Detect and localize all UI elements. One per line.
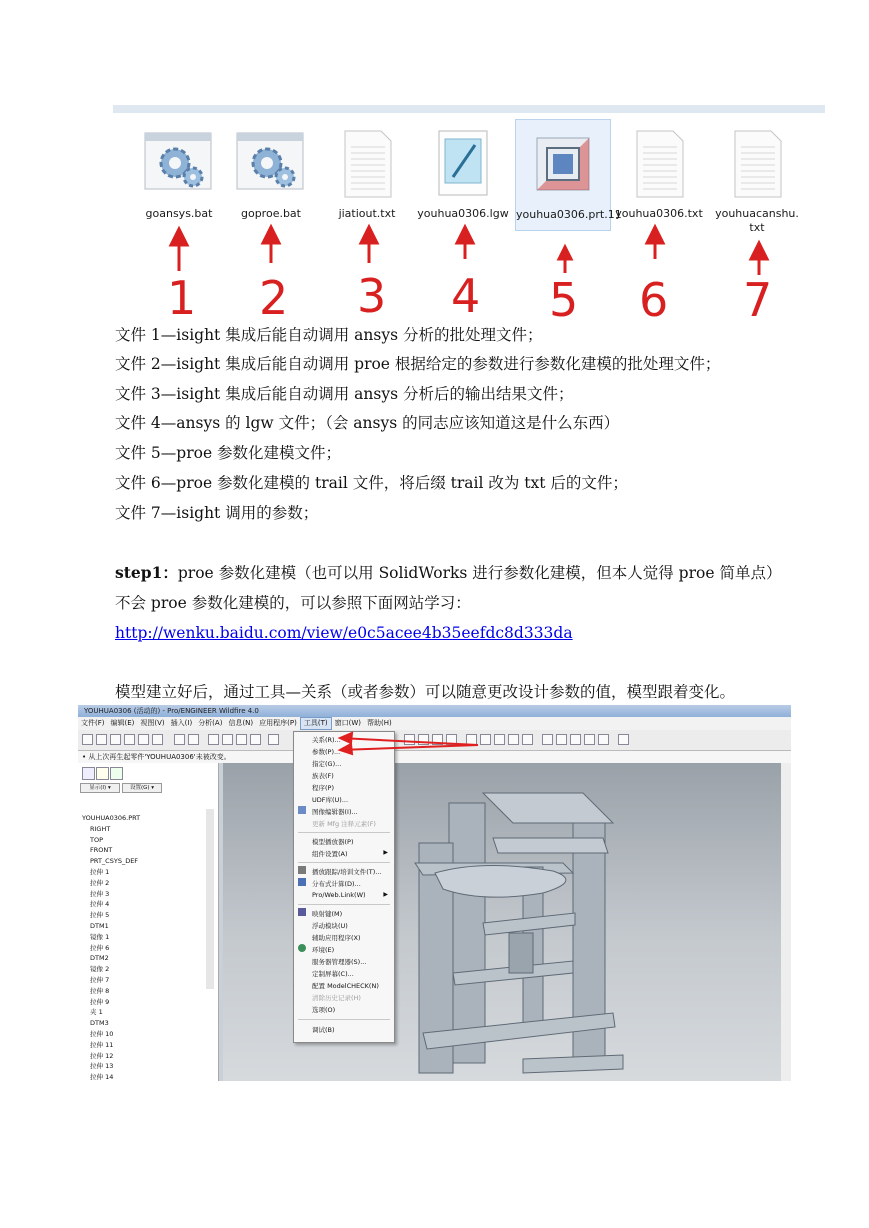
proe-screenshot: [78, 705, 791, 1081]
file-description-2: 文件 2—isight 集成后能自动调用 proe 根据给定的参数进行参数化建模的批处理文件；: [115, 355, 721, 373]
menu-item-parameters[interactable]: 参数(P)...: [312, 748, 341, 756]
tree-item[interactable]: 拉伸 1: [90, 867, 110, 876]
menu-edit[interactable]: 编辑(E): [110, 719, 135, 727]
menu-item-image-editor[interactable]: 图像编辑器(I)...: [312, 808, 358, 816]
menu-window[interactable]: 窗口(W): [334, 719, 361, 727]
tree-item[interactable]: PRT_CSYS_DEF: [90, 857, 139, 866]
step1-label: step1：: [115, 563, 178, 582]
menu-item-mapkeys[interactable]: 映射键(M): [312, 910, 343, 918]
tutorial-link-line: [115, 623, 573, 643]
tree-item[interactable]: FRONT: [90, 846, 113, 855]
message-area: • 从上次再生起零件'YOUHUA0306'未被改变。: [78, 751, 791, 763]
menu-item-relations[interactable]: 关系(R)...: [312, 736, 341, 744]
tree-item[interactable]: 拉伸 13: [90, 1062, 114, 1071]
menu-item-pro-web-link[interactable]: Pro/Web.Link(W): [312, 891, 366, 899]
file-name: youhua0306.txt: [615, 207, 703, 220]
tree-item[interactable]: DTM2: [90, 954, 109, 963]
step1-text: proe 参数化建模（也可以用 SolidWorks 进行参数化建模，但本人觉得 proe 简单点）: [177, 564, 782, 582]
menu-insert[interactable]: 插入(I): [170, 719, 193, 727]
file-description-5: 文件 5—proe 参数化建模文件；: [115, 444, 342, 462]
file-description-3: 文件 3—isight 集成后能自动调用 ansys 分析后的输出结果文件；: [115, 385, 574, 403]
menu-item-assign[interactable]: 指定(G)...: [312, 760, 342, 768]
tree-item[interactable]: 拉伸 3: [90, 889, 110, 898]
submenu-arrow-icon: ▶: [383, 891, 388, 898]
menu-item-udf-library[interactable]: UDF库(U)...: [312, 796, 349, 804]
tree-item[interactable]: DTM1: [90, 921, 109, 930]
file-name: youhuacanshu.txt: [715, 207, 799, 234]
arrow-head-1: [171, 229, 187, 245]
file-description-4: 文件 4—ansys 的 lgw 文件；（会 ansys 的同志应该知道这是什么东西）: [115, 414, 620, 432]
menu-analysis[interactable]: 分析(A): [198, 719, 223, 727]
step1-line2: 不会 proe 参数化建模的，可以参照下面网站学习：: [115, 594, 471, 612]
window-title: YOUHUA0306 (活动的) - Pro/ENGINEER Wildfire 4.0: [78, 705, 791, 717]
arrow-head-parameters: [340, 744, 352, 754]
menu-item-auxiliary-apps[interactable]: 辅助应用程序(X): [312, 934, 361, 942]
menu-item-floating-modules[interactable]: 浮动模块(U): [312, 922, 348, 930]
file-description-6: 文件 6—proe 参数化建模的 trail 文件，将后缀 trail 改为 txt 后的文件；: [115, 474, 628, 492]
menu-item-assembly-settings[interactable]: 组件设置(A): [312, 850, 348, 858]
tree-item[interactable]: TOP: [90, 835, 104, 844]
menu-info[interactable]: 信息(N): [228, 719, 254, 727]
menu-item-clear-history: 清除历史记录(H): [312, 994, 361, 1002]
menu-file[interactable]: 文件(F): [81, 719, 105, 727]
menu-help[interactable]: 帮助(H): [366, 719, 392, 727]
tree-item[interactable]: 拉伸 8: [90, 986, 110, 995]
tree-item[interactable]: 拉伸 11: [90, 1040, 114, 1049]
file-explorer-strip: [113, 105, 825, 327]
file-name: youhua0306.prt.11: [516, 208, 622, 221]
arrow-parameters: [340, 745, 478, 750]
menu-item-play-trail[interactable]: 播放跟踪/培训文件(T)...: [312, 868, 382, 876]
menu-item-program[interactable]: 程序(P): [312, 784, 334, 792]
file-description-7: 文件 7—isight 调用的参数；: [115, 504, 319, 522]
tree-item-root[interactable]: YOUHUA0306.PRT: [82, 814, 141, 822]
settings-dropdown[interactable]: 设置(G) ▾: [122, 783, 162, 793]
menu-item-options[interactable]: 选项(O): [312, 1006, 336, 1014]
tree-item[interactable]: 镜像 1: [90, 932, 110, 941]
tree-item[interactable]: 拉伸 7: [90, 975, 110, 984]
number-label: 4: [451, 269, 481, 323]
step1-line: [115, 563, 781, 583]
menu-item-modelcheck[interactable]: 配置 ModelCHECK(N): [312, 982, 379, 990]
menu-item-environment[interactable]: 环境(E): [312, 946, 335, 954]
tree-item[interactable]: DTM3: [90, 1019, 109, 1028]
number-label: 3: [357, 269, 387, 323]
tree-item[interactable]: 拉伸 12: [90, 1051, 114, 1060]
tutorial-link[interactable]: http://wenku.baidu.com/view/e0c5acee4b35eefdc8d333da: [115, 624, 573, 642]
menu-item-update-mfg: 更新 Mfg 注释元素(F): [312, 820, 376, 828]
after-model-text: 模型建立好后，通过工具—关系（或者参数）可以随意更改设计参数的值，模型跟着变化。: [115, 683, 736, 701]
menu-view[interactable]: 视图(V): [140, 719, 165, 727]
tree-item[interactable]: 拉伸 4: [90, 900, 110, 909]
number-label: 1: [167, 271, 197, 325]
tree-item[interactable]: 镜像 2: [90, 965, 110, 974]
submenu-arrow-icon: ▶: [383, 849, 388, 856]
menu-applications[interactable]: 应用程序(P): [259, 719, 297, 727]
number-label: 5: [549, 273, 579, 327]
menu-item-family-table[interactable]: 族表(F): [312, 772, 334, 780]
arrow-relations: [340, 738, 478, 745]
file-name: jiatiout.txt: [338, 207, 396, 220]
arrow-head-relations: [340, 733, 352, 743]
show-dropdown[interactable]: 显示(I) ▾: [80, 783, 120, 793]
menu-annotation-arrows: [78, 705, 791, 1081]
file-name: goansys.bat: [145, 207, 213, 220]
menu-item-server-manager[interactable]: 服务器管理器(S)...: [312, 958, 367, 966]
number-label: 6: [639, 273, 669, 327]
tree-item[interactable]: 拉伸 6: [90, 943, 110, 952]
file-description-1: 文件 1—isight 集成后能自动调用 ansys 分析的批处理文件；: [115, 326, 543, 344]
menu-tools[interactable]: 工具(T): [300, 717, 332, 730]
tree-item[interactable]: 拉伸 10: [90, 1029, 114, 1038]
file-name: goproe.bat: [240, 207, 301, 220]
number-label: 2: [259, 271, 289, 325]
tree-item[interactable]: 拉伸 14: [90, 1073, 114, 1081]
menu-item-model-player[interactable]: 模型播放器(P): [312, 838, 354, 846]
tree-item[interactable]: 夹 1: [90, 1008, 103, 1017]
tree-item[interactable]: 拉伸 9: [90, 997, 110, 1006]
menu-item-customize-screen[interactable]: 定制屏幕(C)...: [312, 970, 354, 978]
menu-item-debug[interactable]: 调试(B): [312, 1026, 335, 1034]
file-name: youhua0306.lgw: [417, 207, 509, 220]
tree-item[interactable]: RIGHT: [90, 824, 111, 833]
number-label: 7: [743, 273, 773, 327]
tree-item[interactable]: 拉伸 2: [90, 878, 110, 887]
menu-item-distributed-computing[interactable]: 分布式计算(D)...: [312, 880, 361, 888]
tree-item[interactable]: 拉伸 5: [90, 911, 110, 920]
